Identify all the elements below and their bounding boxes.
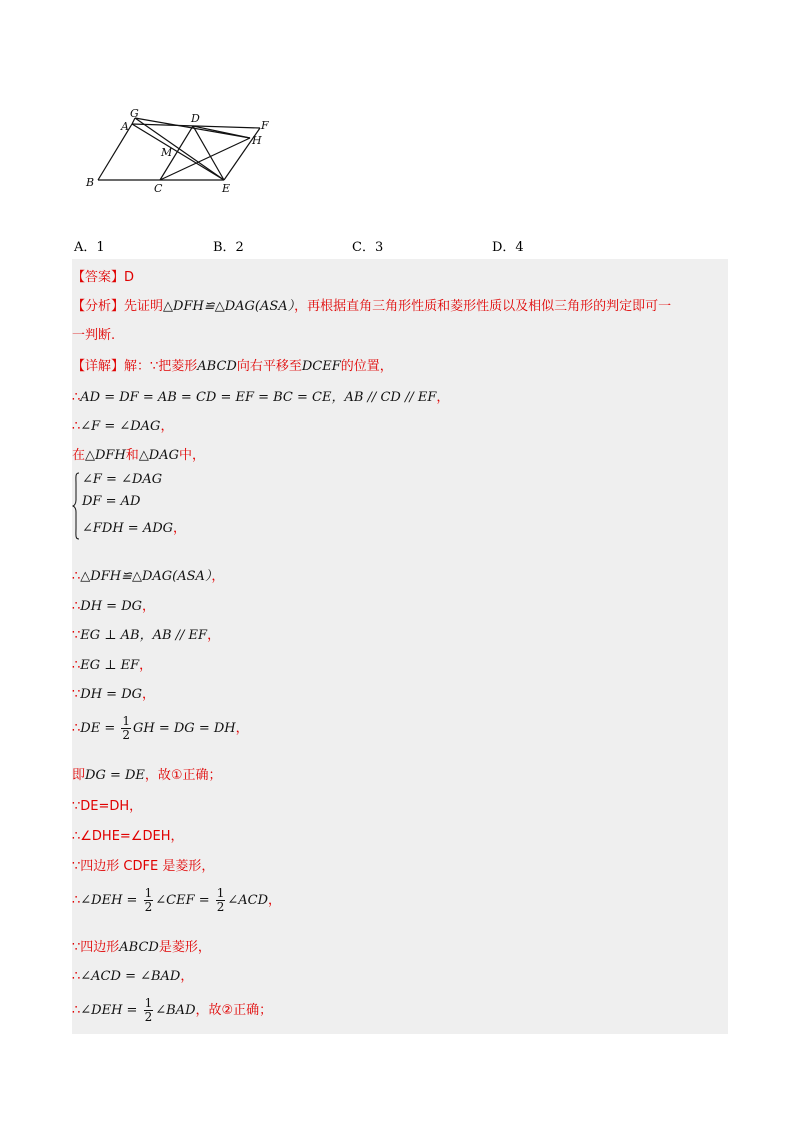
step-math-a: ∠DEH =	[80, 1003, 142, 1018]
step-line-13	[72, 715, 249, 742]
label-h: H	[252, 134, 262, 147]
therefore-symbol: ∴	[72, 721, 81, 736]
label-m: M	[161, 146, 173, 159]
step-punct: ，	[268, 893, 282, 908]
fraction-half	[144, 997, 154, 1024]
geometry-figure	[80, 100, 290, 200]
system-eq-2: DF = AD	[82, 494, 141, 509]
step-text-b: 和	[125, 448, 139, 463]
label-a: A	[121, 120, 129, 133]
analysis-line	[72, 295, 671, 314]
fraction-denominator: 2	[122, 728, 130, 742]
answer-line	[72, 266, 134, 285]
step-punct: ，	[142, 687, 156, 702]
step-math-b: ∠BAD	[155, 1003, 196, 1018]
brace-icon	[72, 472, 80, 540]
detail-text-b: 向右平移至	[236, 359, 302, 374]
step-line-15: ∵DE=DH，	[72, 799, 143, 814]
step-line-19	[72, 936, 211, 955]
step-math: ABCD	[119, 940, 159, 955]
detail-text-c: 的位置，	[340, 359, 393, 374]
because-symbol: ∵	[72, 628, 81, 643]
step-line-7	[72, 444, 205, 463]
therefore-symbol: ∴	[72, 658, 81, 673]
therefore-symbol: ∴	[72, 419, 81, 434]
step-line-8	[72, 565, 224, 584]
step-math: EG ⊥ AB，AB // EF	[80, 628, 208, 643]
step-punct: ，	[235, 721, 249, 736]
step-math: DH = DG	[80, 599, 143, 614]
step-line-18	[72, 887, 281, 914]
option-a: A．1	[74, 240, 105, 255]
step-line-17: ∵四边形 CDFE 是菱形，	[72, 859, 215, 874]
step-math: EG ⊥ EF	[80, 658, 140, 673]
step-punct: ，	[139, 658, 153, 673]
step-punct: ，	[160, 419, 174, 434]
step-text-a: 即	[72, 768, 86, 783]
option-b: B．2	[213, 240, 244, 255]
fraction-denominator: 2	[216, 900, 225, 914]
step-math-1: △DFH	[85, 448, 126, 463]
step-math-a: ∠DEH =	[80, 893, 142, 908]
analysis-math: △DFH≌△DAG(ASA）	[163, 299, 295, 314]
system-end-punct: ，	[173, 521, 187, 536]
label-b: B	[86, 176, 95, 189]
option-c: C．3	[352, 240, 384, 255]
fraction-half	[121, 715, 131, 742]
therefore-symbol: ∴	[72, 569, 81, 584]
fraction-half-1	[144, 887, 154, 914]
detail-text-a: 解：∵把菱形	[124, 359, 198, 374]
step-conclusion: ，故①正确；	[144, 768, 222, 783]
step-math: DG = DE	[85, 768, 145, 783]
step-line-11	[72, 654, 152, 673]
fraction-numerator: 1	[122, 714, 130, 728]
analysis-text-b: ，再根据直角三角形性质和菱形性质以及相似三角形的判定即可一	[294, 299, 672, 314]
step-math-c: ∠ACD	[227, 893, 269, 908]
step-line-12	[72, 683, 155, 702]
label-e: E	[222, 182, 231, 195]
step-punct: ，	[436, 390, 450, 405]
step-punct: ，	[207, 628, 221, 643]
answer-value: D	[124, 270, 135, 285]
option-d: D．4	[492, 240, 524, 255]
fraction-numerator: 1	[144, 886, 153, 900]
step-text-b: 是菱形，	[158, 940, 211, 955]
step-math: ∠F = ∠DAG	[80, 419, 161, 434]
label-c: C	[154, 182, 163, 195]
therefore-symbol: ∴	[72, 599, 81, 614]
analysis-tag: 【分析】	[72, 299, 125, 314]
step-punct: ，	[180, 969, 194, 984]
label-d: D	[191, 112, 200, 125]
analysis-text-a: 先证明	[124, 299, 164, 314]
answer-options	[0, 236, 800, 256]
therefore-symbol: ∴	[72, 1003, 81, 1018]
step-line-10	[72, 624, 220, 643]
therefore-symbol: ∴	[72, 390, 81, 405]
solution-panel	[72, 259, 728, 1034]
step-math-b: ∠CEF =	[155, 893, 214, 908]
fraction-half-2	[216, 887, 226, 914]
step-text-c: 中，	[179, 448, 206, 463]
step-punct: ，	[142, 599, 156, 614]
step-math-2: △DAG	[138, 448, 180, 463]
step-line-16: ∴∠DHE=∠DEH，	[72, 829, 184, 844]
step-line-9	[72, 595, 155, 614]
detail-math-1: ABCD	[197, 359, 237, 374]
step-line-20	[72, 965, 193, 984]
equation-system	[72, 472, 212, 542]
detail-line-1	[72, 355, 393, 374]
because-symbol: ∵	[72, 687, 81, 702]
step-math: DH = DG	[80, 687, 143, 702]
step-line-21	[72, 997, 272, 1024]
fraction-denominator: 2	[144, 900, 153, 914]
fraction-numerator: 1	[216, 886, 225, 900]
system-eq-1: ∠F = ∠DAG	[82, 472, 163, 487]
step-math: △DFH≌△DAG(ASA）	[80, 569, 212, 584]
step-math: AD = DF = AB = CD = EF = BC = CE，AB // CD // EF	[80, 390, 437, 405]
system-eq-3	[82, 517, 186, 536]
therefore-symbol: ∴	[72, 893, 81, 908]
answer-tag: 【答案】	[72, 270, 125, 285]
step-line-6	[72, 415, 173, 434]
label-f: F	[261, 119, 269, 132]
step-text-a: ∵四边形	[72, 940, 120, 955]
step-conclusion: ，故②正确；	[195, 1003, 273, 1018]
rhombus-diagram	[80, 100, 290, 200]
step-punct: ，	[211, 569, 225, 584]
fraction-denominator: 2	[144, 1010, 153, 1024]
label-g: G	[130, 107, 139, 120]
analysis-line-2: 一判断.	[72, 328, 116, 343]
step-math-b: GH = DG = DH	[133, 721, 236, 736]
step-line-5	[72, 386, 449, 405]
step-math-a: DE =	[80, 721, 120, 736]
step-math: ∠ACD = ∠BAD	[80, 969, 181, 984]
therefore-symbol: ∴	[72, 969, 81, 984]
step-line-14	[72, 764, 222, 783]
step-text-a: 在	[72, 448, 86, 463]
detail-tag: 【详解】	[72, 359, 125, 374]
detail-math-2: DCEF	[301, 359, 341, 374]
fraction-numerator: 1	[144, 996, 153, 1010]
system-eq-3-text: ∠FDH = ADG	[82, 521, 174, 536]
